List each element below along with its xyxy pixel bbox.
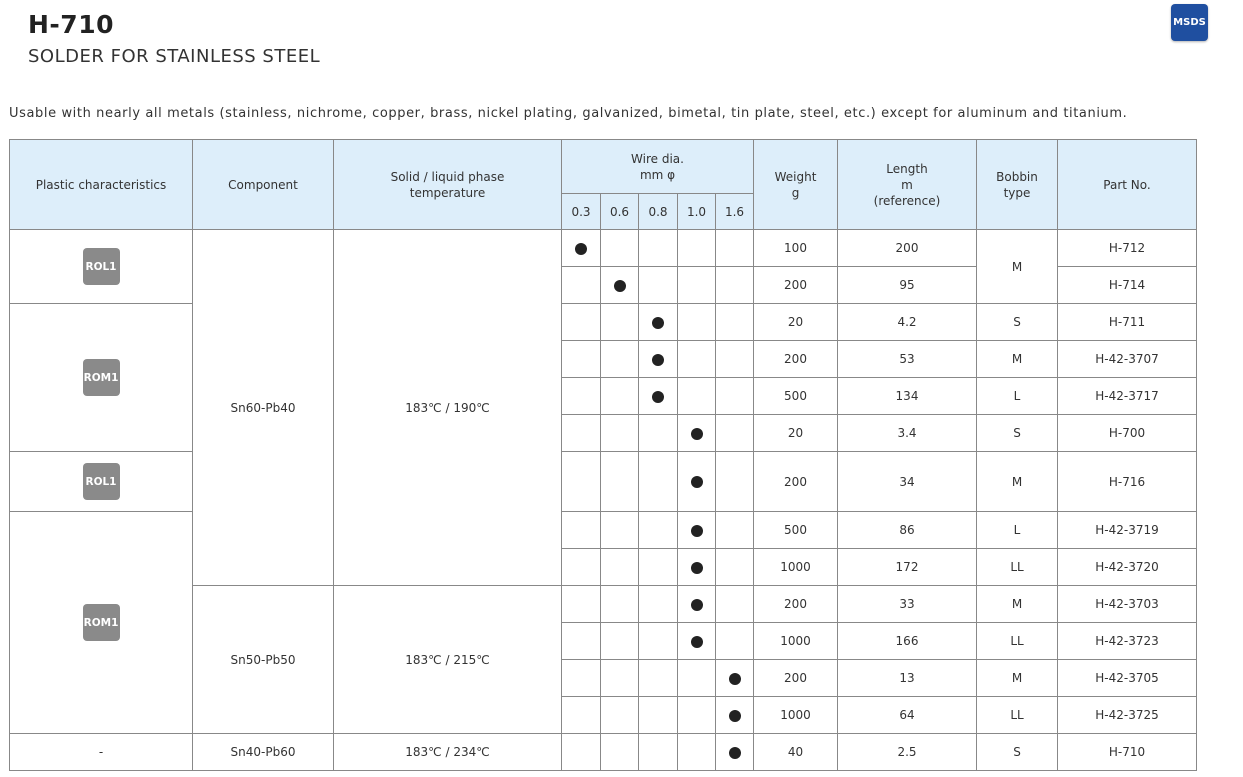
wire-cell	[601, 341, 639, 378]
length-cell: 172	[838, 549, 977, 586]
selected-dot-icon	[691, 428, 703, 440]
selected-dot-icon	[614, 280, 626, 292]
wire-cell	[716, 230, 754, 267]
selected-dot-icon	[652, 317, 664, 329]
wire-cell	[601, 267, 639, 304]
part-no-cell: H-42-3719	[1058, 512, 1197, 549]
bobbin-cell: M	[977, 341, 1058, 378]
wire-cell	[639, 623, 678, 660]
wire-cell	[716, 452, 754, 512]
part-no-cell: H-42-3705	[1058, 660, 1197, 697]
wire-cell	[678, 734, 716, 771]
wire-cell	[601, 660, 639, 697]
length-cell: 134	[838, 378, 977, 415]
plastic-cell	[10, 452, 193, 512]
wire-cell	[639, 230, 678, 267]
wire-cell	[601, 549, 639, 586]
selected-dot-icon	[652, 391, 664, 403]
wire-cell	[562, 697, 601, 734]
length-cell: 166	[838, 623, 977, 660]
wire-cell	[601, 623, 639, 660]
plastic-cell: -	[10, 734, 193, 771]
wire-size-header: 1.6	[716, 194, 754, 230]
component-cell: Sn40-Pb60	[193, 734, 334, 771]
page-subtitle: SOLDER FOR STAINLESS STEEL	[28, 46, 321, 67]
part-no-cell: H-700	[1058, 415, 1197, 452]
length-cell: 53	[838, 341, 977, 378]
part-no-cell: H-42-3720	[1058, 549, 1197, 586]
part-no-cell: H-42-3717	[1058, 378, 1197, 415]
weight-cell: 500	[754, 512, 838, 549]
length-cell: 86	[838, 512, 977, 549]
length-cell: 13	[838, 660, 977, 697]
weight-cell: 100	[754, 230, 838, 267]
selected-dot-icon	[691, 562, 703, 574]
plastic-badge: ROM1	[83, 359, 120, 396]
plastic-badge: ROL1	[83, 248, 120, 285]
weight-cell: 200	[754, 660, 838, 697]
wire-cell	[601, 415, 639, 452]
wire-size-header: 0.6	[601, 194, 639, 230]
plastic-cell	[10, 230, 193, 304]
selected-dot-icon	[729, 673, 741, 685]
wire-cell	[639, 512, 678, 549]
selected-dot-icon	[691, 599, 703, 611]
wire-cell	[678, 304, 716, 341]
length-cell: 3.4	[838, 415, 977, 452]
weight-cell: 1000	[754, 549, 838, 586]
selected-dot-icon	[575, 243, 587, 255]
wire-cell	[678, 512, 716, 549]
weight-cell: 200	[754, 341, 838, 378]
wire-cell	[716, 697, 754, 734]
wire-cell	[639, 697, 678, 734]
wire-cell	[639, 341, 678, 378]
part-no-cell: H-42-3723	[1058, 623, 1197, 660]
wire-cell	[678, 452, 716, 512]
header-weight: Weight g	[754, 140, 838, 230]
bobbin-cell: L	[977, 378, 1058, 415]
wire-cell	[601, 230, 639, 267]
header-wire-dia: Wire dia. mm φ	[562, 140, 754, 194]
wire-cell	[678, 341, 716, 378]
wire-cell	[562, 267, 601, 304]
weight-cell: 200	[754, 586, 838, 623]
selected-dot-icon	[691, 525, 703, 537]
temperature-cell: 183℃ / 234℃	[334, 734, 562, 771]
selected-dot-icon	[729, 747, 741, 759]
wire-cell	[639, 586, 678, 623]
wire-cell	[716, 549, 754, 586]
wire-cell	[639, 304, 678, 341]
wire-cell	[562, 623, 601, 660]
wire-size-header: 0.3	[562, 194, 601, 230]
wire-cell	[716, 415, 754, 452]
length-cell: 64	[838, 697, 977, 734]
weight-cell: 200	[754, 267, 838, 304]
part-no-cell: H-710	[1058, 734, 1197, 771]
weight-cell: 500	[754, 378, 838, 415]
wire-cell	[716, 660, 754, 697]
bobbin-cell: S	[977, 304, 1058, 341]
wire-cell	[562, 512, 601, 549]
bobbin-cell: M	[977, 452, 1058, 512]
component-cell: Sn60-Pb40	[193, 230, 334, 586]
wire-cell	[639, 378, 678, 415]
wire-size-header: 1.0	[678, 194, 716, 230]
wire-cell	[562, 304, 601, 341]
wire-cell	[678, 697, 716, 734]
spec-table	[9, 139, 1197, 771]
temperature-cell: 183℃ / 215℃	[334, 586, 562, 734]
wire-cell	[562, 341, 601, 378]
wire-cell	[639, 660, 678, 697]
bobbin-cell: LL	[977, 623, 1058, 660]
plastic-badge: ROM1	[83, 604, 120, 641]
selected-dot-icon	[691, 476, 703, 488]
header-part-no: Part No.	[1058, 140, 1197, 230]
wire-cell	[639, 549, 678, 586]
wire-cell	[678, 623, 716, 660]
wire-cell	[562, 660, 601, 697]
selected-dot-icon	[652, 354, 664, 366]
length-cell: 4.2	[838, 304, 977, 341]
wire-cell	[716, 623, 754, 660]
weight-cell: 40	[754, 734, 838, 771]
bobbin-cell: L	[977, 512, 1058, 549]
wire-cell	[562, 415, 601, 452]
bobbin-cell: S	[977, 415, 1058, 452]
selected-dot-icon	[729, 710, 741, 722]
length-cell: 200	[838, 230, 977, 267]
wire-cell	[639, 267, 678, 304]
wire-cell	[601, 378, 639, 415]
temperature-cell: 183℃ / 190℃	[334, 230, 562, 586]
wire-cell	[678, 586, 716, 623]
weight-cell: 20	[754, 415, 838, 452]
wire-cell	[562, 230, 601, 267]
header-plastic: Plastic characteristics	[10, 140, 193, 230]
component-cell: Sn50-Pb50	[193, 586, 334, 734]
header-length: Length m (reference)	[838, 140, 977, 230]
wire-cell	[562, 586, 601, 623]
wire-cell	[639, 415, 678, 452]
part-no-cell: H-42-3725	[1058, 697, 1197, 734]
wire-cell	[716, 304, 754, 341]
wire-size-header: 0.8	[639, 194, 678, 230]
wire-cell	[639, 734, 678, 771]
bobbin-cell: M	[977, 230, 1058, 304]
wire-cell	[678, 230, 716, 267]
wire-cell	[716, 378, 754, 415]
weight-cell: 200	[754, 452, 838, 512]
wire-cell	[601, 697, 639, 734]
part-no-cell: H-716	[1058, 452, 1197, 512]
wire-cell	[639, 452, 678, 512]
wire-cell	[716, 267, 754, 304]
bobbin-cell: M	[977, 586, 1058, 623]
bobbin-cell: LL	[977, 697, 1058, 734]
product-description: Usable with nearly all metals (stainless, nichrome, copper, brass, nickel plating, galvanized, bimetal, tin plate, steel, etc.) except for aluminum and titanium.	[9, 106, 1128, 121]
wire-cell	[562, 452, 601, 512]
wire-cell	[678, 549, 716, 586]
wire-cell	[716, 512, 754, 549]
wire-cell	[562, 734, 601, 771]
wire-cell	[716, 341, 754, 378]
wire-cell	[678, 660, 716, 697]
wire-cell	[601, 512, 639, 549]
length-cell: 33	[838, 586, 977, 623]
wire-cell	[678, 267, 716, 304]
plastic-cell	[10, 304, 193, 452]
wire-cell	[716, 734, 754, 771]
length-cell: 95	[838, 267, 977, 304]
plastic-badge: ROL1	[83, 463, 120, 500]
plastic-cell	[10, 512, 193, 734]
part-no-cell: H-42-3707	[1058, 341, 1197, 378]
weight-cell: 20	[754, 304, 838, 341]
wire-cell	[562, 549, 601, 586]
bobbin-cell: S	[977, 734, 1058, 771]
selected-dot-icon	[691, 636, 703, 648]
wire-cell	[716, 586, 754, 623]
part-no-cell: H-42-3703	[1058, 586, 1197, 623]
header-temperature: Solid / liquid phase temperature	[334, 140, 562, 230]
wire-cell	[678, 415, 716, 452]
wire-cell	[678, 378, 716, 415]
length-cell: 34	[838, 452, 977, 512]
weight-cell: 1000	[754, 697, 838, 734]
wire-cell	[601, 586, 639, 623]
part-no-cell: H-711	[1058, 304, 1197, 341]
msds-button[interactable]: MSDS	[1171, 4, 1208, 41]
wire-cell	[562, 378, 601, 415]
wire-cell	[601, 734, 639, 771]
part-no-cell: H-714	[1058, 267, 1197, 304]
part-no-cell: H-712	[1058, 230, 1197, 267]
wire-cell	[601, 452, 639, 512]
page-title: H-710	[28, 10, 114, 39]
header-component: Component	[193, 140, 334, 230]
length-cell: 2.5	[838, 734, 977, 771]
bobbin-cell: LL	[977, 549, 1058, 586]
weight-cell: 1000	[754, 623, 838, 660]
header-bobbin: Bobbin type	[977, 140, 1058, 230]
bobbin-cell: M	[977, 660, 1058, 697]
wire-cell	[601, 304, 639, 341]
